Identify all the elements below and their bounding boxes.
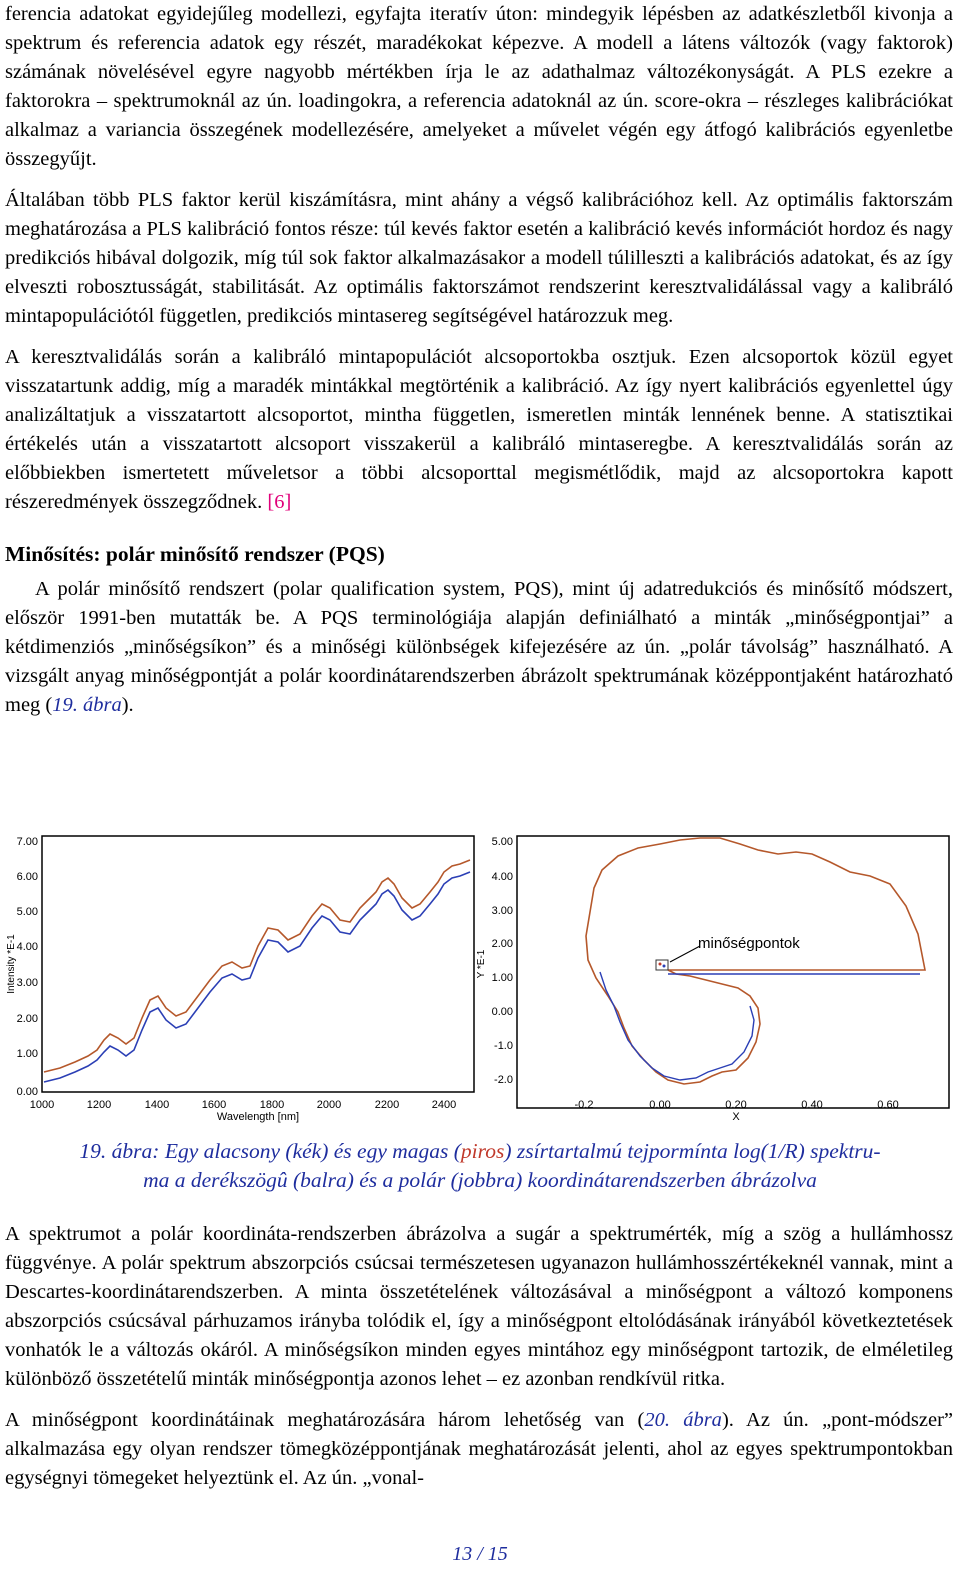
- methods-text-b: ). Az ún. „pont-módszer” alkalmazása egy olyan rendszer tömegközéppontjának meghatározását jelenti, ahol az egyes spektrumpontokban egységnyi tömegeket helyeztünk el. Az ún. „vonal-: [5, 1409, 953, 1489]
- page-body: [5, 0, 953, 720]
- paragraph-cross-validation: [5, 343, 953, 517]
- page-number: 13 / 15: [452, 1543, 508, 1565]
- left-y-axis-label: Intensity *E-1: [6, 934, 17, 994]
- left-ytick-0: 7.00: [16, 836, 38, 848]
- right-ytick-5: 0.00: [491, 1006, 513, 1018]
- left-xtick-3: 1600: [201, 1099, 227, 1111]
- figure-19: [0, 824, 960, 1124]
- left-xtick-0: 1000: [29, 1099, 55, 1111]
- caption-red-word: piros: [460, 1139, 505, 1163]
- left-ytick-4: 3.00: [16, 977, 38, 989]
- caption-line-1-b: ) zsírtartalmú tejpormínta log(1/R) spektru-: [504, 1139, 881, 1163]
- paragraph-quality-point-methods: [5, 1406, 953, 1493]
- left-plot-frame: [42, 836, 474, 1092]
- paragraph-pls-intro: ferencia adatokat egyidejűleg modellezi, egyfajta iteratív úton: mindegyik lépésben az adatkészletből kivonja a spektrum és referencia adatok egy részét, maradékokat képezve. A modell a látens változók (vagy faktorok) számának növelésével egyre nagyobb mértékben írja le az adathalmaz változékonyságát. A PLS ezekre a faktorokra – spektrumoknál az ún. loadingokra, a referencia adatoknál az ún. score-okra – részleges kalibrációkat alkalmaz a variancia összegének modellezésére, amelyeket a művelet végén egy átfogó kalibrációs egyenletbe összegyűjt.: [5, 3, 953, 170]
- right-ytick-1: 4.00: [491, 871, 513, 883]
- left-xtick-7: 2400: [431, 1099, 457, 1111]
- paragraph-factor-count: Általában több PLS faktor kerül kiszámításra, mint ahány a végső kalibrációhoz kell. Az optimális faktorszám meghatározása a PLS kalibráció fontos része: túl kevés faktor esetén a kalibráció kevés információt hordoz és nagy predikciós hibával dolgozik, míg túl sok faktor alkalmazásakor a modell túlilleszti a kalibrációs adatokat, és az így elveszti robosztusságát, stabilitását. Az optimális faktorszámot rendszerint keresztvalidálással vagy a kalibráló mintapopulációtól független, predikciós mintasereg segítségével határozzuk meg.: [5, 189, 953, 327]
- right-ytick-4: 1.00: [491, 972, 513, 984]
- citation-link[interactable]: [6]: [267, 491, 292, 513]
- caption-line-1-a: 19. ábra: Egy alacsony (kék) és egy magas (: [79, 1139, 461, 1163]
- quality-point-high: [659, 963, 662, 966]
- right-y-axis-label: Y *E-1: [476, 949, 487, 979]
- page-body-after-figure: [5, 1220, 953, 1493]
- left-xtick-4: 1800: [259, 1099, 285, 1111]
- section-heading: Minősítés: polár minősítő rendszer (PQS): [5, 542, 385, 566]
- right-ytick-7: -2.0: [494, 1074, 513, 1086]
- right-ytick-3: 2.00: [491, 938, 513, 950]
- left-ytick-7: 0.00: [16, 1086, 38, 1098]
- right-xtick-3: 0.40: [801, 1099, 823, 1111]
- right-xtick-2: 0.20: [725, 1099, 747, 1111]
- quality-point-low: [663, 965, 666, 968]
- left-xtick-2: 1400: [144, 1099, 170, 1111]
- left-xtick-6: 2200: [374, 1099, 400, 1111]
- left-ytick-6: 1.00: [16, 1048, 38, 1060]
- right-ytick-6: -1.0: [494, 1040, 513, 1052]
- annotation-quality-points: minőségpontok: [698, 935, 800, 952]
- caption-line-2: ma a derékszögû (balra) és a polár (jobbra) koordinátarendszerben ábrázolva: [143, 1168, 817, 1192]
- left-x-ticks: [30, 1099, 456, 1111]
- left-xtick-5: 2000: [316, 1099, 342, 1111]
- left-ytick-5: 2.00: [16, 1013, 38, 1025]
- right-xtick-0: -0.2: [574, 1099, 594, 1111]
- figure-caption: [0, 1137, 960, 1195]
- left-ytick-3: 4.00: [16, 941, 38, 953]
- right-xtick-1: 0.00: [649, 1099, 671, 1111]
- paragraph-pqs-intro: [5, 575, 953, 720]
- caption-line-1: [0, 1137, 960, 1166]
- pqs-intro-end: ).: [121, 694, 134, 716]
- left-ytick-2: 5.00: [16, 906, 38, 918]
- left-xtick-1: 1200: [86, 1099, 112, 1111]
- methods-text-a: A minőségpont koordinátáinak meghatározására három lehetőség van (: [5, 1409, 645, 1431]
- figure-svg: [0, 824, 960, 1124]
- right-y-ticks: [492, 836, 513, 1086]
- right-xtick-4: 0.60: [877, 1099, 899, 1111]
- right-ytick-0: 5.00: [491, 836, 513, 848]
- right-x-axis-label: X: [732, 1111, 740, 1123]
- figure-reference-19[interactable]: 19. ábra: [52, 694, 122, 716]
- figure-reference-20[interactable]: 20. ábra: [644, 1409, 722, 1431]
- right-plot-frame: [517, 836, 949, 1108]
- pqs-intro-text: A polár minősítő rendszert (polar qualification system, PQS), mint új adatredukciós és minősítő módszert, először 1991-ben mutatták be. A PQS terminológiája alapján definiálható a minták „minőségpontjai” a kétdimenziós „minőségsíkon” és a minőségi különbségek kifejezésére az ún. „polár távolság” használható. A vizsgált anyag minőségpontját a polár koordinátarendszerben ábrázolt spektrumának középpontjaként határozható meg (: [5, 578, 953, 716]
- left-x-axis-label: Wavelength [nm]: [216, 1111, 300, 1123]
- left-ytick-1: 6.00: [16, 871, 38, 883]
- right-ytick-2: 3.00: [491, 905, 513, 917]
- left-y-ticks: [17, 836, 38, 1098]
- paragraph-polar-spectrum: A spektrumot a polár koordináta-rendszerben ábrázolva a sugár a spektrumérték, míg a szög a hullámhossz függvénye. A polár spektrum abszorpciós csúcsai természetesen ugyanazon hullámhosszértékeknél vannak, mint a Descartes-koordinátarendszerben. A minta összetételének változásával a minőségpont a változó komponens abszorpciós csúcsával párhuzamos irányba tolódik el, így a minőségpont eltolódásának irányából következtetések vonhatók le a változás okáról. A minőségsíkon minden egyes mintához egy minőségpont tartozik, de elméletileg különböző összetételű minták minőségpontja azonos lehet – ez azonban rendkívül ritka.: [5, 1223, 953, 1390]
- paragraph-cross-validation-text: A keresztvalidálás során a kalibráló mintapopulációt alcsoportokba osztjuk. Ezen alcsoportok közül egyet visszatartunk addig, míg a maradék mintákkal megtörténik a kalibráció. Az így nyert kalibrációs egyenlettel úgy analizáltatjuk a visszatartott alcsoportot, mintha független, ismeretlen minták lennének benne. A statisztikai értékelés után a visszatartott alcsoport visszakerül a kalibráló mintaseregbe. A keresztvalidálás során az előbbiekben ismertetett műveletsor a többi alcsoporttal megismétlődik, majd az alcsoportokra kapott részeredmények összegződnek.: [5, 346, 953, 513]
